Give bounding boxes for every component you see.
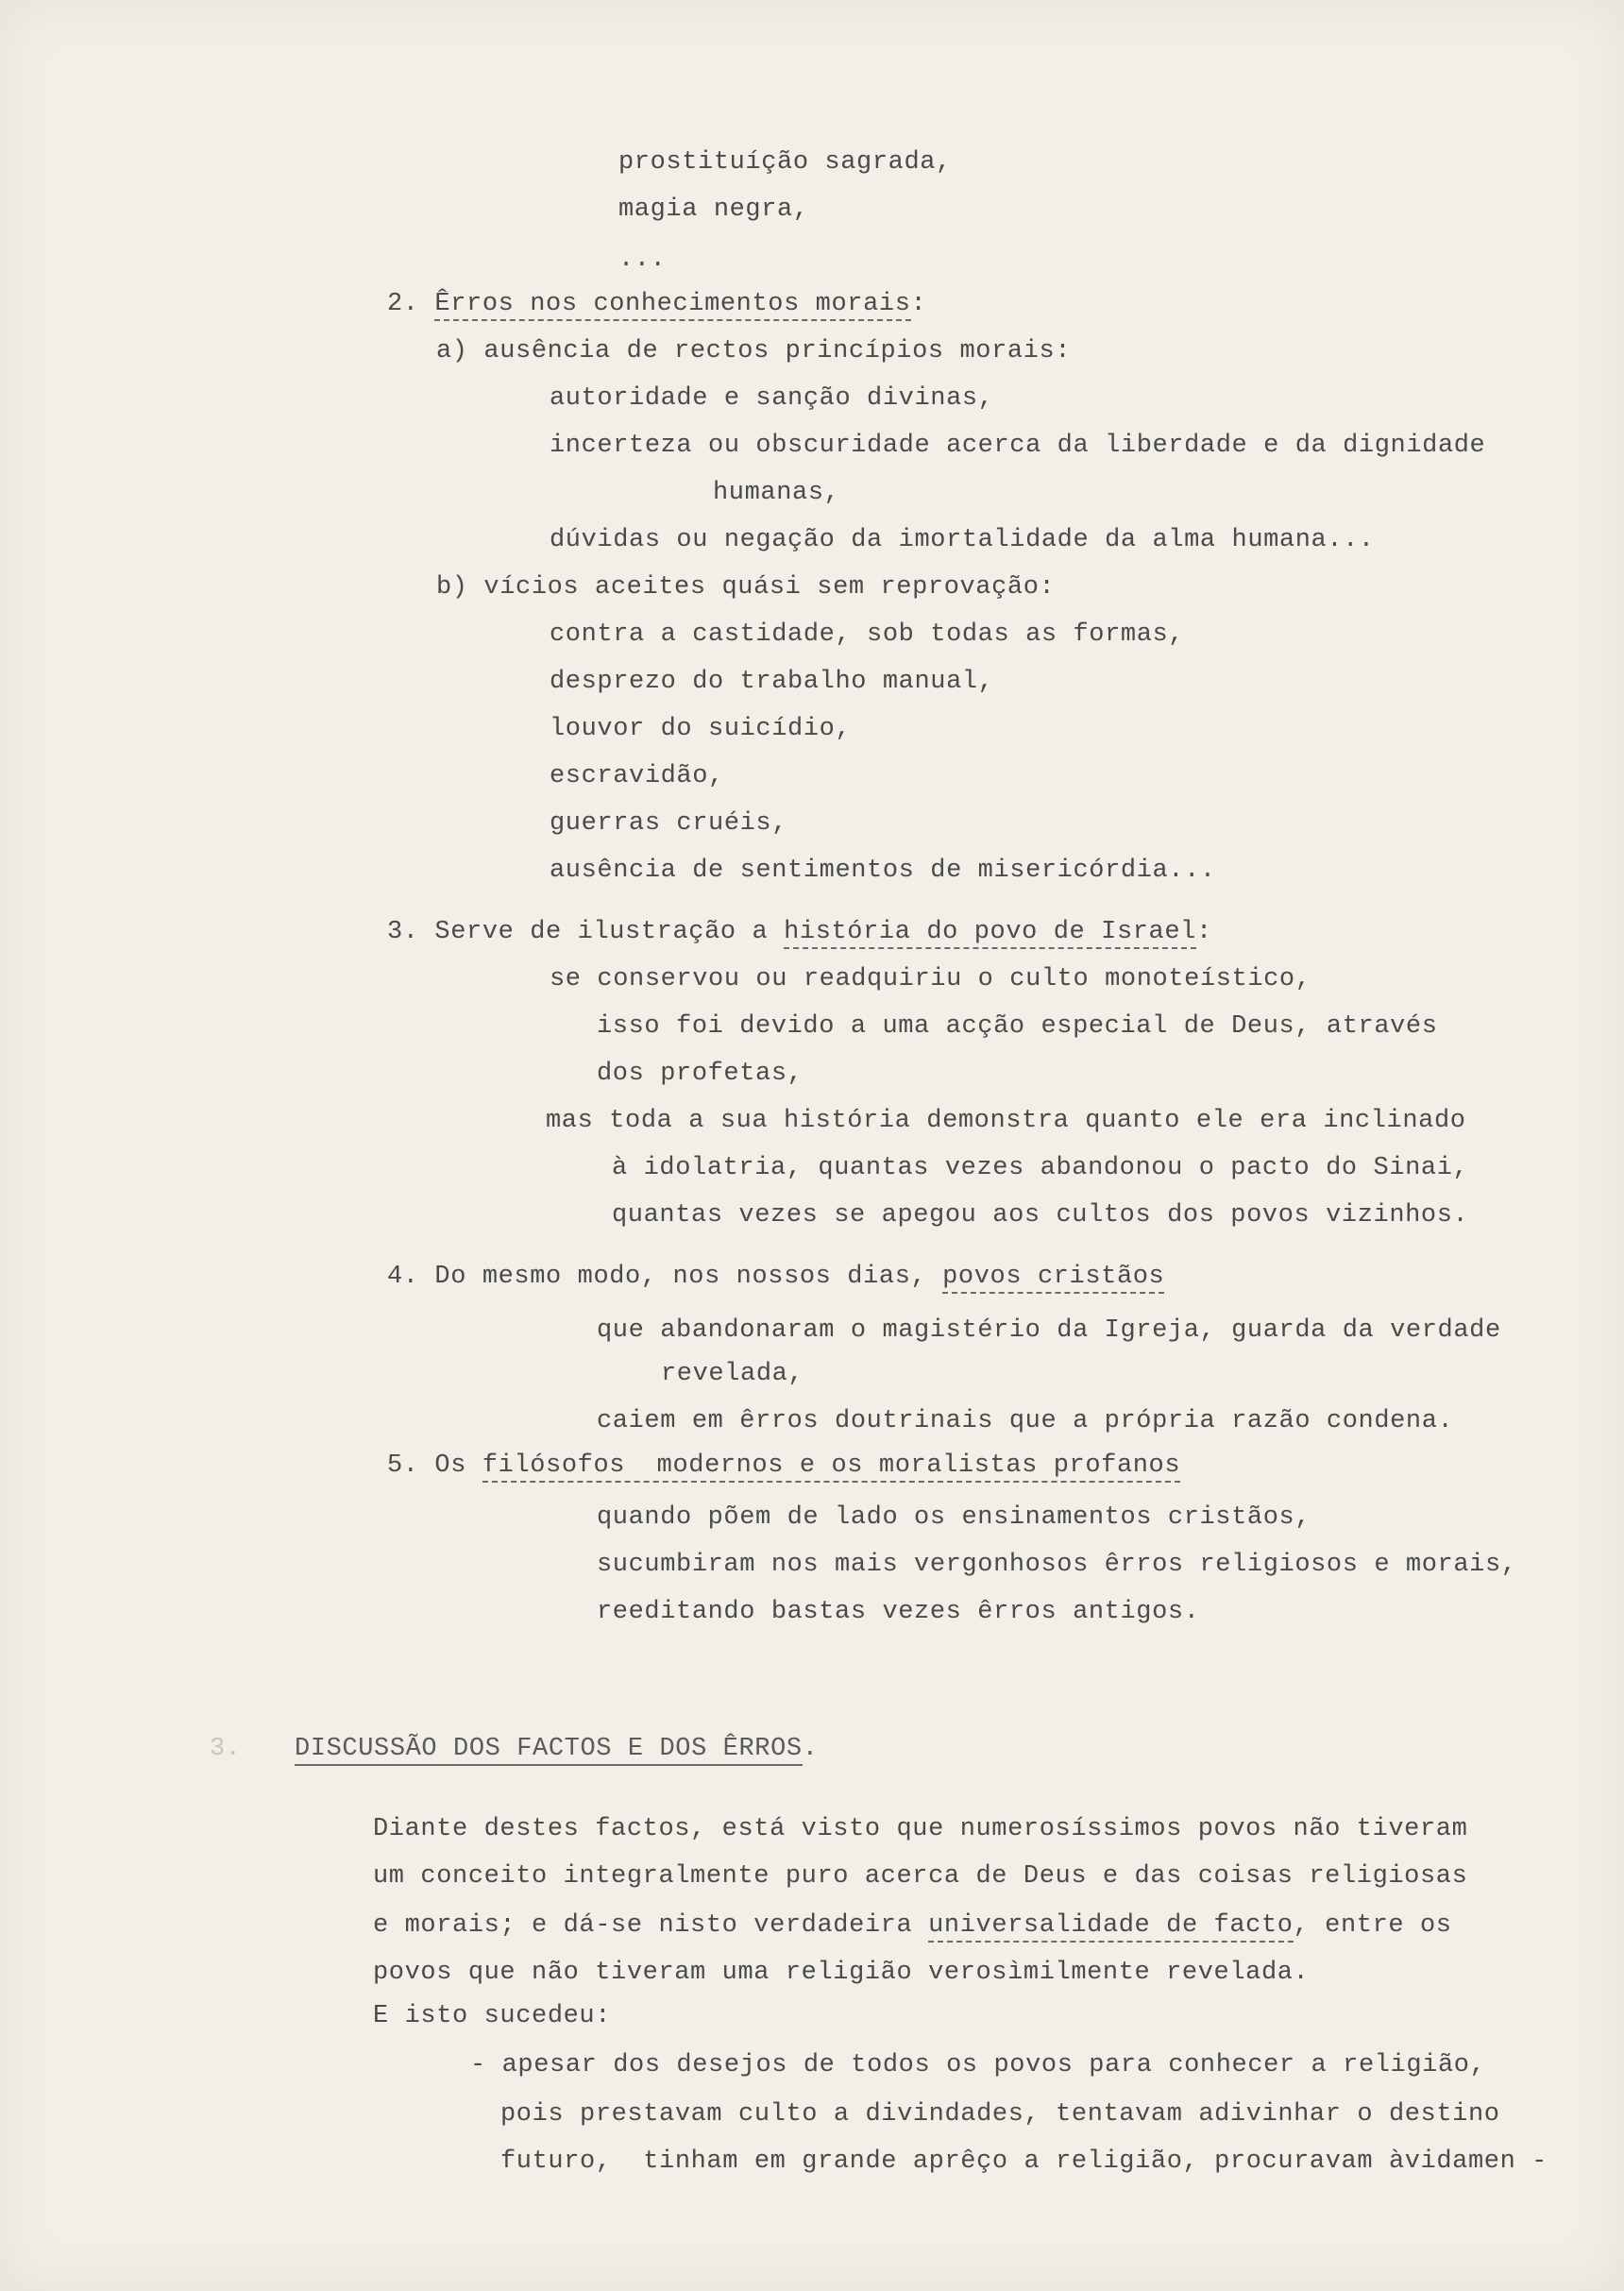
ellipsis: ... — [618, 246, 667, 274]
list-item: à idolatria, quantas vezes abandonou o pacto do Sinai, — [612, 1154, 1469, 1182]
section-link: história do povo de Israel — [784, 918, 1196, 949]
section-4-heading — [387, 1261, 1164, 1293]
list-item-continuation: revelada, — [661, 1360, 804, 1388]
faint-section-number: 3. — [210, 1735, 242, 1763]
list-item: louvor do suicídio, — [550, 715, 852, 743]
section-title-suffix: : — [910, 290, 927, 318]
section-link: povos cristãos — [942, 1263, 1164, 1294]
section-lead: Do mesmo modo, nos nossos dias, — [434, 1263, 927, 1291]
discussion-title: DISCUSSÃO DOS FACTOS E DOS ÊRROS — [295, 1735, 803, 1766]
subsection-text: vícios aceites quási sem reprovação: — [483, 573, 1056, 602]
list-item: incerteza ou obscuridade acerca da liberdade e da dignidade — [550, 432, 1486, 460]
section-suffix: : — [1195, 918, 1212, 946]
discussion-heading — [295, 1733, 819, 1765]
list-item: reeditando bastas vezes êrros antigos. — [597, 1598, 1200, 1626]
dash-list-item: - apesar dos desejos de todos os povos para conhecer a religião, — [470, 2051, 1486, 2079]
paragraph-tail: , entre os — [1293, 1911, 1452, 1940]
section-2-heading — [387, 288, 926, 320]
list-item: desprezo do trabalho manual, — [550, 668, 994, 696]
subsection-text: ausência de rectos princípios morais: — [483, 337, 1072, 365]
list-item: autoridade e sanção divinas, — [550, 384, 994, 413]
list-item: escravidão, — [550, 762, 724, 790]
section-lead: Serve de ilustração a — [434, 918, 769, 946]
paragraph-lead: e morais; e dá-se nisto verdadeira — [373, 1911, 913, 1940]
section-3-heading — [387, 916, 1212, 948]
paragraph-link: universalidade de facto — [928, 1911, 1293, 1943]
paragraph-line: um conceito integralmente puro acerca de Deus e das coisas religiosas — [373, 1862, 1468, 1891]
list-item: mas toda a sua história demonstra quanto ele era inclinado — [546, 1107, 1466, 1135]
subsection-label: a) — [436, 337, 468, 365]
list-item: quando põem de lado os ensinamentos cristãos, — [597, 1503, 1311, 1532]
section-5-heading — [387, 1450, 1180, 1482]
section-lead: Os — [434, 1451, 467, 1480]
list-item: sucumbiram nos mais vergonhosos êrros religiosos e morais, — [597, 1551, 1517, 1579]
list-item: quantas vezes se apegou aos cultos dos povos vizinhos. — [612, 1201, 1469, 1230]
subsection-a — [436, 335, 1071, 367]
section-number: 2. — [387, 290, 419, 318]
list-item: caiem em êrros doutrinais que a própria razão condena. — [597, 1407, 1454, 1435]
list-item-continuation: humanas, — [713, 479, 840, 507]
dash-list-continuation: futuro, tinham em grande aprêço a religião, procuravam àvidamen - — [500, 2147, 1548, 2176]
list-item: contra a castidade, sob todas as formas, — [550, 620, 1185, 649]
section-number: 4. — [387, 1263, 419, 1291]
dash-list-continuation: pois prestavam culto a divindades, tentavam adivinhar o destino — [500, 2100, 1500, 2129]
subsection-label: b) — [436, 573, 468, 602]
paragraph-line: E isto sucedeu: — [373, 2002, 612, 2030]
list-item: se conservou ou readquiriu o culto monoteístico, — [550, 965, 1311, 993]
list-item: dúvidas ou negação da imortalidade da alma humana... — [550, 526, 1375, 554]
paragraph-line: povos que não tiveram uma religião verosìmilmente revelada. — [373, 1959, 1310, 1987]
section-number: 3. — [387, 918, 419, 946]
list-item: ausência de sentimentos de misericórdia... — [550, 857, 1216, 885]
paragraph-line: Diante destes factos, está visto que numerosíssimos povos não tiveram — [373, 1815, 1468, 1843]
section-link: filósofos modernos e os moralistas profanos — [482, 1451, 1180, 1483]
list-item: que abandonaram o magistério da Igreja, guarda da verdade — [597, 1316, 1501, 1345]
list-item: guerras cruéis, — [550, 809, 788, 838]
list-item: prostituíção sagrada, — [618, 148, 952, 177]
section-number: 5. — [387, 1451, 419, 1480]
list-item: isso foi devido a uma acção especial de Deus, através — [597, 1012, 1438, 1041]
list-item: magia negra, — [618, 195, 809, 224]
list-item-continuation: dos profetas, — [597, 1060, 804, 1088]
paragraph-line — [373, 1909, 1452, 1942]
subsection-b — [436, 571, 1055, 603]
discussion-title-suffix: . — [802, 1735, 819, 1763]
section-title: Êrros nos conhecimentos morais — [434, 290, 910, 321]
